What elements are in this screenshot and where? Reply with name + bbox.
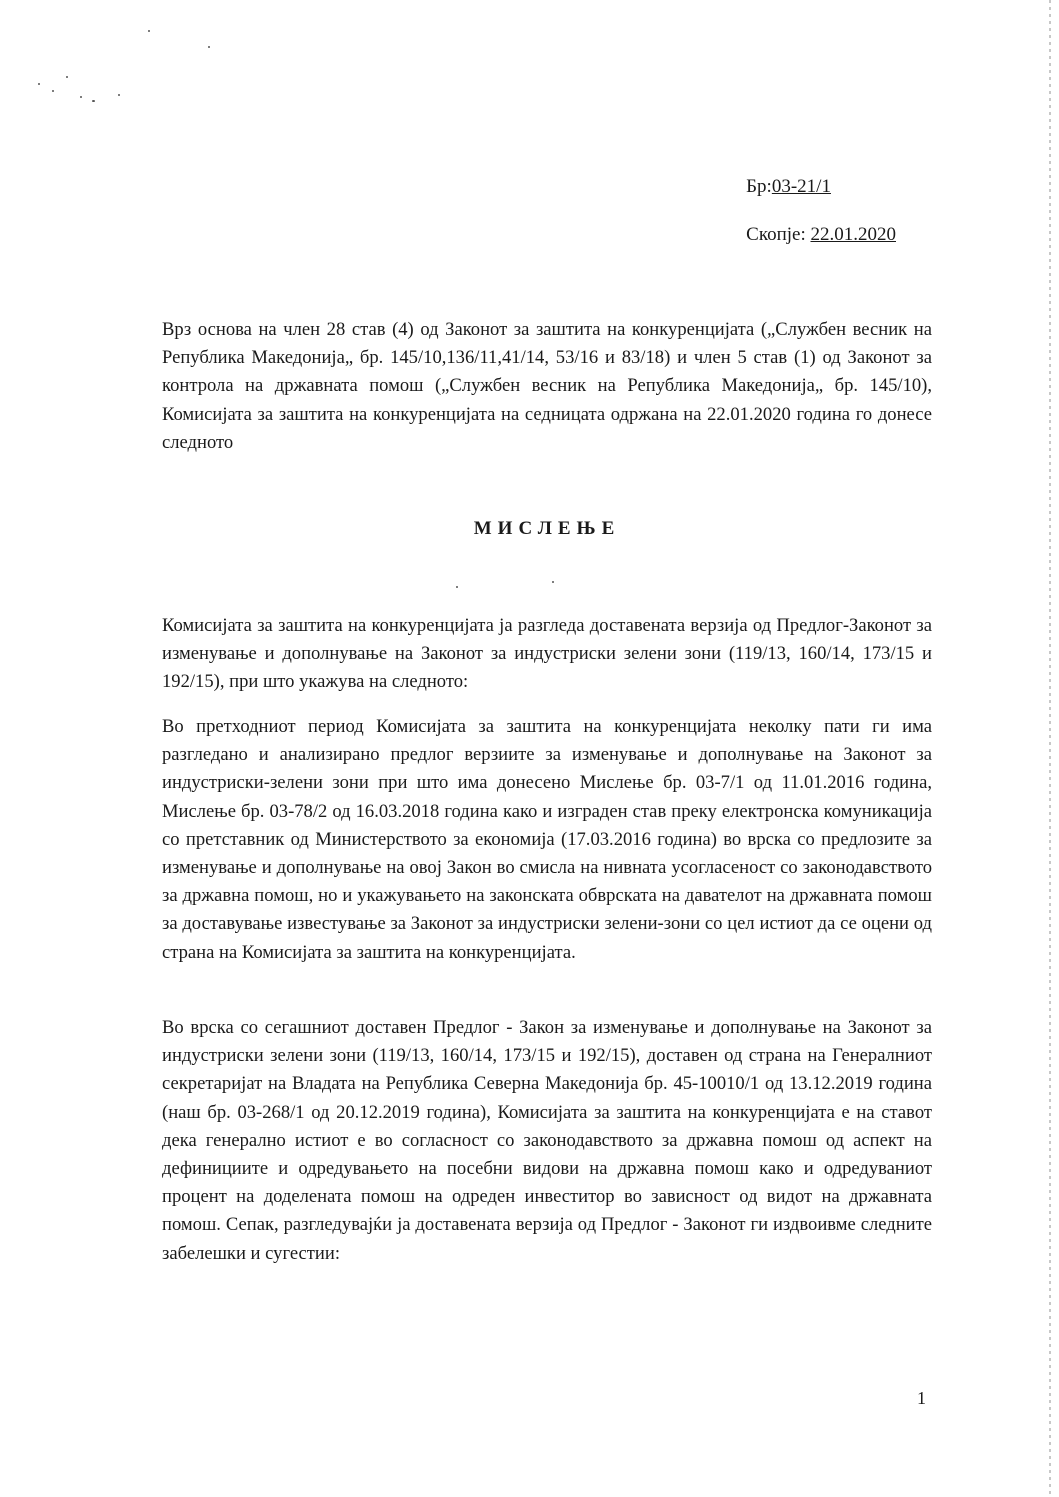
scan-speck [118, 94, 120, 96]
reference-block [746, 176, 896, 246]
scan-speck [52, 90, 54, 92]
body-paragraph-1: Комисијата за заштита на конкуренцијата ја разгледа доставената верзија од Предлог-Законот за изменување и дополнување на Законот за индустриски зелени зони (119/13, 160/14, 173/15 и 192/15), при што укажува на следното: [162, 615, 932, 693]
scan-speck [148, 30, 150, 32]
scan-speck [552, 581, 554, 583]
reference-date: Скопје: 22.01.2020 [746, 224, 896, 245]
document-title: МИСЛЕЊЕ [473, 518, 621, 539]
scan-speck [456, 586, 458, 588]
preamble-paragraph: Врз основа на член 28 став (4) од Законот за заштита на конкуренцијата („Службен весник на Република Македонија„ бр. 145/10,136/11,41/14, 53/16 и 83/18) и член 5 став (1) од Законот за контрола на државната помош („Службен весник на Република Македонија„ бр. 145/10), Комисијата за заштита на конкуренцијата на седницата одржана на 22.01.2020 година го донесе следното [162, 319, 932, 453]
scan-speck [92, 100, 95, 102]
scan-speck [38, 83, 40, 85]
scan-speck [80, 96, 82, 98]
body-paragraph-3: Во врска со сегашниот доставен Предлог - Закон за изменување и дополнување на Законот за индустриски зелени зони (119/13, 160/14, 173/15 и 192/15), доставен од страна на Генералниот секретаријат на Владата на Република Северна Македонија бр. 45-10010/1 од 13.12.2019 година (наш бр. 03-268/1 од 20.12.2019 година), Комисијата за заштита на конкуренцијата е на ставот дека генерално истиот е во согласност со законодавството за државна помош од аспект на дефинициите и одредувањето на посебни видови на државна помош како и одредуваниот процент на доделената помош на одреден инвеститор во зависност од видот на државната помош. Сепак, разгледувајќи ја доставената верзија од Предлог - Законот ги издвоивме следните забелешки и сугестии: [162, 1017, 932, 1264]
scan-edge-artifact [1049, 0, 1051, 1497]
page-number: 1 [917, 1388, 926, 1408]
reference-number: Бр:03-21/1 [746, 176, 831, 197]
scan-speck [208, 46, 210, 48]
scan-speck [66, 76, 68, 78]
body-paragraph-2: Во претходниот период Комисијата за заштита на конкуренцијата неколку пати ги има разгледано и анализирано предлог верзиите за изменување и дополнување на Законот за индустриски-зелени зони при што има донесено Мислење бр. 03-7/1 од 11.01.2016 година, Мислење бр. 03-78/2 од 16.03.2018 година како и изграден став преку електронска комуникација со претставник од Министерството за економија (17.03.2016 година) во врска со предлозите за изменување и дополнување на овој Закон во смисла на нивната усогласеност со законодавството за државна помош, но и укажувањето на законската обврската на давателот на државната помош за доставување известување за Законот за индустриски зелени-зони со цел истиот да се оцени од страна на Комисијата за заштита на конкуренцијата. [162, 716, 932, 963]
